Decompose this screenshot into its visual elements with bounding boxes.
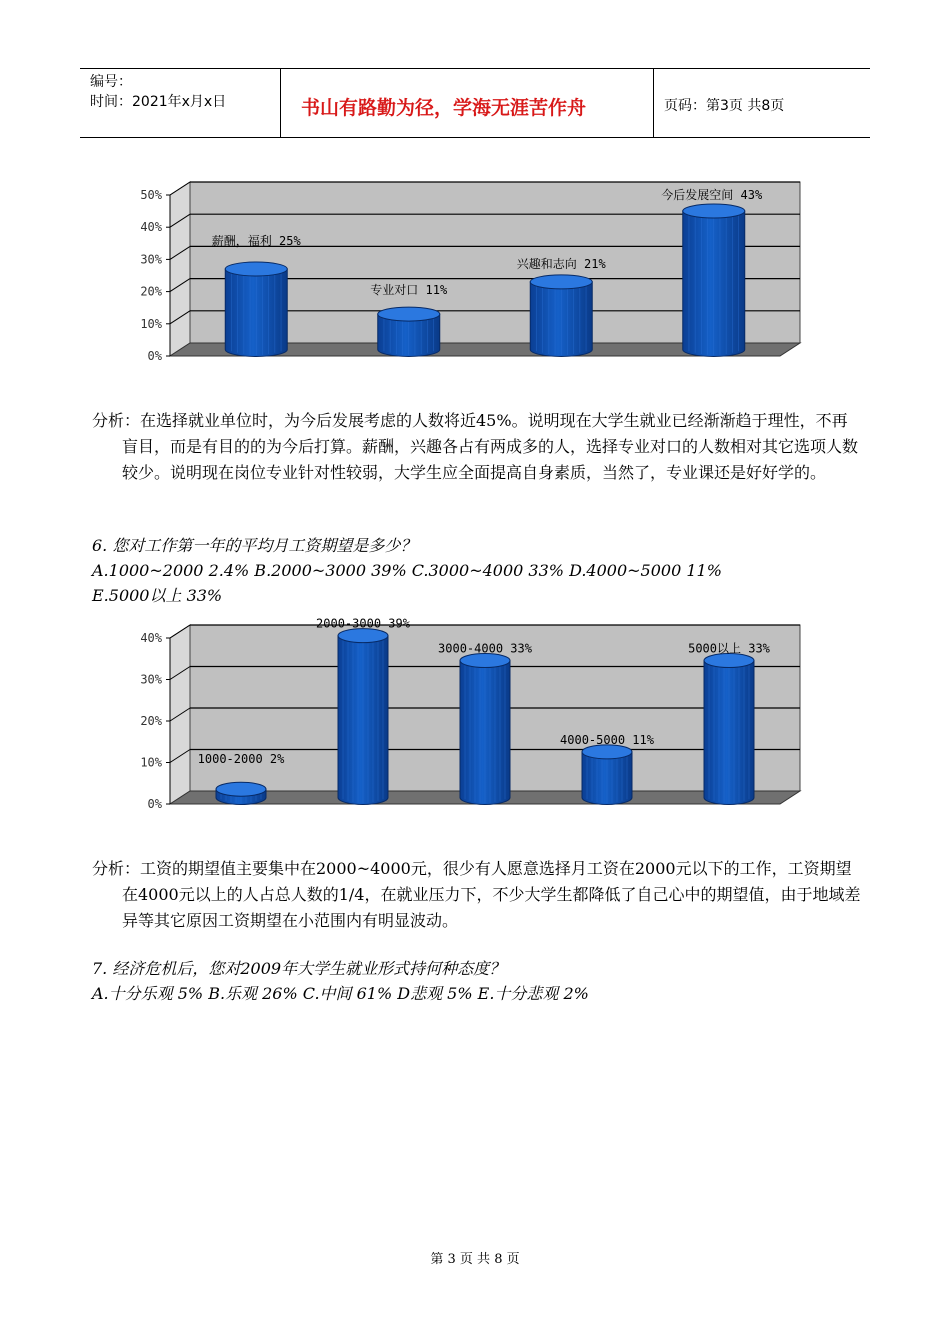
question-6-title: 6. 您对工作第一年的平均月工资期望是多少？ — [92, 536, 417, 555]
chart2-ytick-label: 0% — [147, 797, 162, 811]
chart1-data-label: 专业对口 11% — [370, 283, 448, 298]
chart-salary-expectation-svg — [130, 612, 810, 822]
question-6-options-1: A.1000~2000 2.4% B.2000~3000 39% C.3000~4000 33% D.4000~5000 11% — [92, 561, 722, 580]
chart2-bar — [460, 654, 510, 805]
question-7-title: 7. 经济危机后，您对2009年大学生就业形式持何种态度？ — [92, 959, 506, 978]
chart1-bar — [225, 262, 287, 356]
page-header — [80, 68, 870, 138]
chart2-bar-top — [582, 745, 632, 759]
question-6-options-2: E.5000以上 33% — [92, 586, 223, 605]
chart1-data-label: 今后发展空间 43% — [661, 188, 763, 203]
header-page-cell — [654, 69, 870, 137]
page-footer: 第 3 页 共 8 页 — [430, 1252, 520, 1267]
analysis-1-text: 分析：在选择就业单位时，为今后发展考虑的人数将近45%。说明现在大学生就业已经渐渐趋于理性，不再盲目，而是有目的的为今后打算。薪酬，兴趣各占有两成多的人，选择专业对口的人数相对其它选项人数较少。说明现在岗位专业针对性较弱，大学生应全面提高自身素质，当然了，专业课还是好好学的。 — [92, 411, 859, 482]
chart2-bar-top — [460, 654, 510, 668]
chart2-ytick-label: 30% — [140, 672, 162, 687]
chart-employment-factors-svg — [130, 170, 810, 370]
chart1-side-wall — [170, 182, 190, 356]
question-7-options: A.十分乐观 5% B.乐观 26% C.中间 61% D悲观 5% E.十分悲观 2% — [92, 984, 589, 1003]
chart2-bar-top — [216, 782, 266, 796]
chart2-bar-top — [338, 629, 388, 643]
chart1-bar-top — [378, 307, 440, 321]
code-label: 编号： — [90, 74, 132, 90]
analysis-1 — [92, 408, 862, 486]
chart2-data-label: 4000-5000 11% — [560, 732, 654, 747]
date-label: 时间：2021年x月x日 — [90, 94, 227, 110]
chart-salary-expectation — [130, 612, 810, 826]
chart2-ytick-label: 10% — [140, 755, 162, 770]
chart2-data-label: 2000-3000 39% — [316, 616, 410, 631]
chart-employment-factors — [130, 170, 810, 374]
chart1-bar-top — [683, 204, 745, 218]
chart2-bar — [216, 782, 266, 804]
chart2-data-label: 1000-2000 2% — [197, 752, 285, 767]
chart1-bar-top — [530, 275, 592, 289]
chart1-ytick-label: 0% — [147, 349, 162, 363]
header-meta — [80, 69, 281, 137]
chart1-ytick-label: 50% — [140, 188, 162, 202]
header-motto-cell — [281, 69, 654, 137]
chart1-data-label: 薪酬，福利 25% — [211, 234, 301, 248]
analysis-2-text: 分析：工资的期望值主要集中在2000~4000元，很少有人愿意选择月工资在2000元以下的工作，工资期望在4000元以上的人占总人数的1/4，在就业压力下，不少大学生都降低了自己心中的期望值，由于地域差异等其它原因工资期望在小范围内有明显波动。 — [92, 859, 861, 930]
chart1-data-label: 兴趣和志向 21% — [516, 256, 606, 271]
chart2-bar-top — [704, 654, 754, 668]
chart1-ytick-label: 30% — [140, 252, 162, 267]
chart1-ytick-label: 10% — [140, 316, 162, 331]
chart2-data-label: 5000以上 33% — [688, 641, 770, 656]
chart1-ytick-label: 20% — [140, 284, 162, 299]
motto: 书山有路勤为径，学海无涯苦作舟 — [301, 97, 587, 119]
analysis-2 — [92, 856, 862, 934]
chart1-ytick-label: 40% — [140, 220, 162, 235]
chart2-bar — [338, 629, 388, 805]
chart1-bar — [378, 307, 440, 356]
chart2-ytick-label: 40% — [140, 631, 162, 645]
chart2-bar — [582, 745, 632, 805]
chart2-bar — [704, 654, 754, 805]
chart2-ytick-label: 20% — [140, 714, 162, 728]
chart1-bar — [530, 275, 592, 357]
page-label: 页码：第3页 共8页 — [664, 98, 785, 114]
chart1-bar — [683, 204, 745, 356]
chart1-bar-top — [225, 262, 287, 276]
chart2-data-label: 3000-4000 33% — [438, 641, 532, 656]
